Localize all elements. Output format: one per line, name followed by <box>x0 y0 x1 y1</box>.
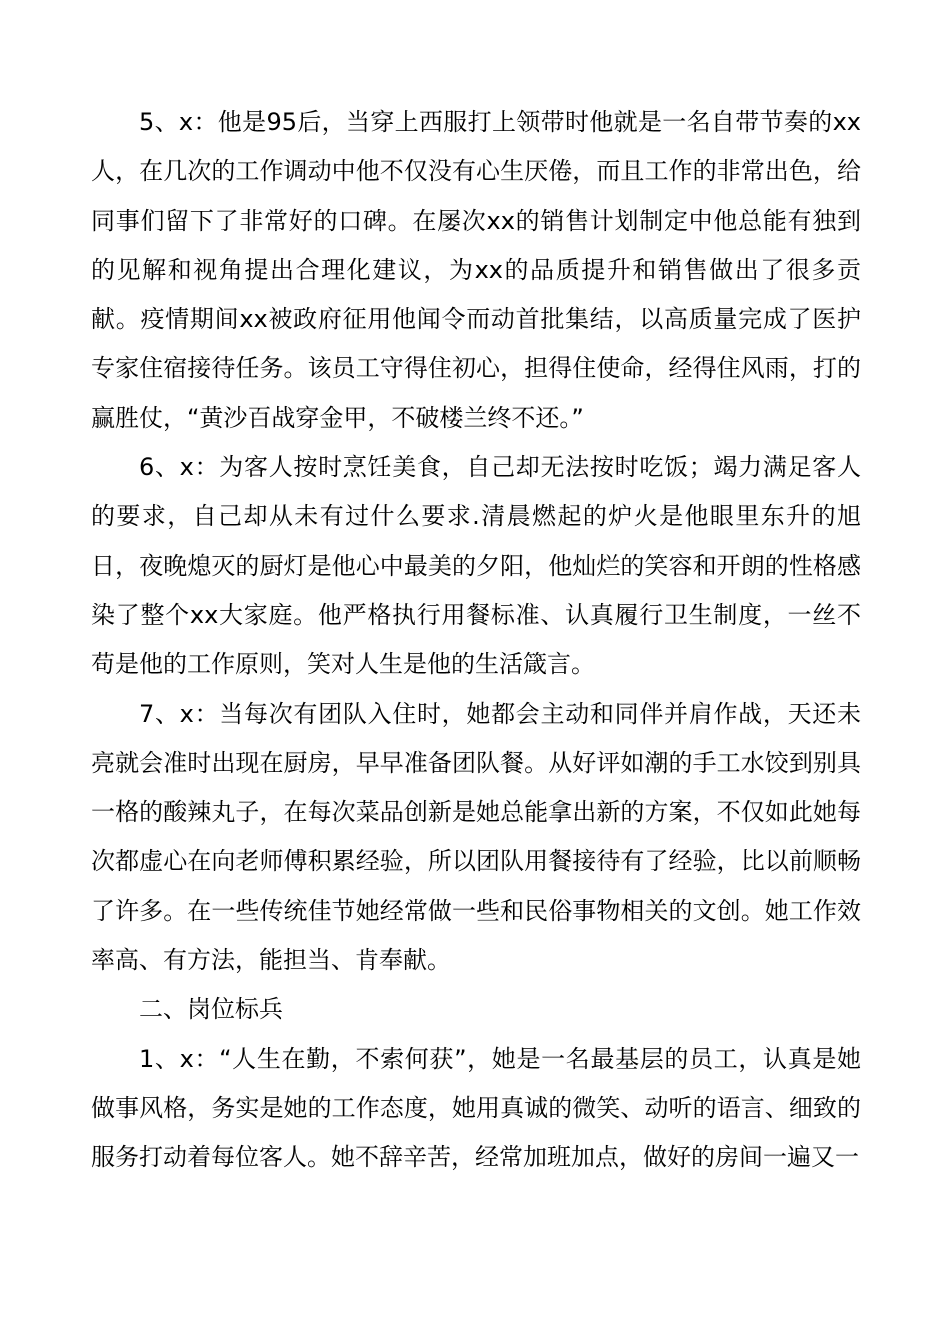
document-body <box>91 98 861 1183</box>
paragraph-item-1: 1、x：“人生在勤，不索何获”，她是一名最基层的员工，认真是她做事风格，务实是她的工作态度，她用真诚的微笑、动听的语言、细致的服务打动着每位客人。她不辞辛苦，经常加班加点，做好的房间一遍又一 <box>91 1044 861 1172</box>
paragraph-item-5: 5、x：他是95后，当穿上西服打上领带时他就是一名自带节奏的xx人，在几次的工作调动中他不仅没有心生厌倦，而且工作的非常出色，给同事们留下了非常好的口碑。在屡次xx的销售计划制定中他总能有独到的见解和视角提出合理化建议，为xx的品质提升和销售做出了很多贡献。疫情期间xx被政府征用他闻令而动首批集结，以高质量完成了医护专家住宿接待任务。该员工守得住初心，担得住使命，经得住风雨，打的赢胜仗，“黄沙百战穿金甲，不破楼兰终不还。” <box>91 108 861 432</box>
section-heading-post-model: 二、岗位标兵 <box>139 995 283 1024</box>
paragraph-item-7: 7、x：当每次有团队入住时，她都会主动和同伴并肩作战，天还未亮就会准时出现在厨房，早早准备团队餐。从好评如潮的手工水饺到别具一格的酸辣丸子，在每次菜品创新是她总能拿出新的方案，不仅如此她每次都虚心在向老师傅积累经验，所以团队用餐接待有了经验，比以前顺畅了许多。在一些传统佳节她经常做一些和民俗事物相关的文创。她工作效率高、有方法，能担当、肯奉献。 <box>91 699 861 975</box>
paragraph-item-6: 6、x：为客人按时烹饪美食，自己却无法按时吃饭；竭力满足客人的要求，自己却从未有过什么要求.清晨燃起的炉火是他眼里东升的旭日，夜晚熄灭的厨灯是他心中最美的夕阳，他灿烂的笑容和开朗的性格感染了整个xx大家庭。他严格执行用餐标准、认真履行卫生制度，一丝不苟是他的工作原则，笑对人生是他的生活箴言。 <box>91 453 861 679</box>
